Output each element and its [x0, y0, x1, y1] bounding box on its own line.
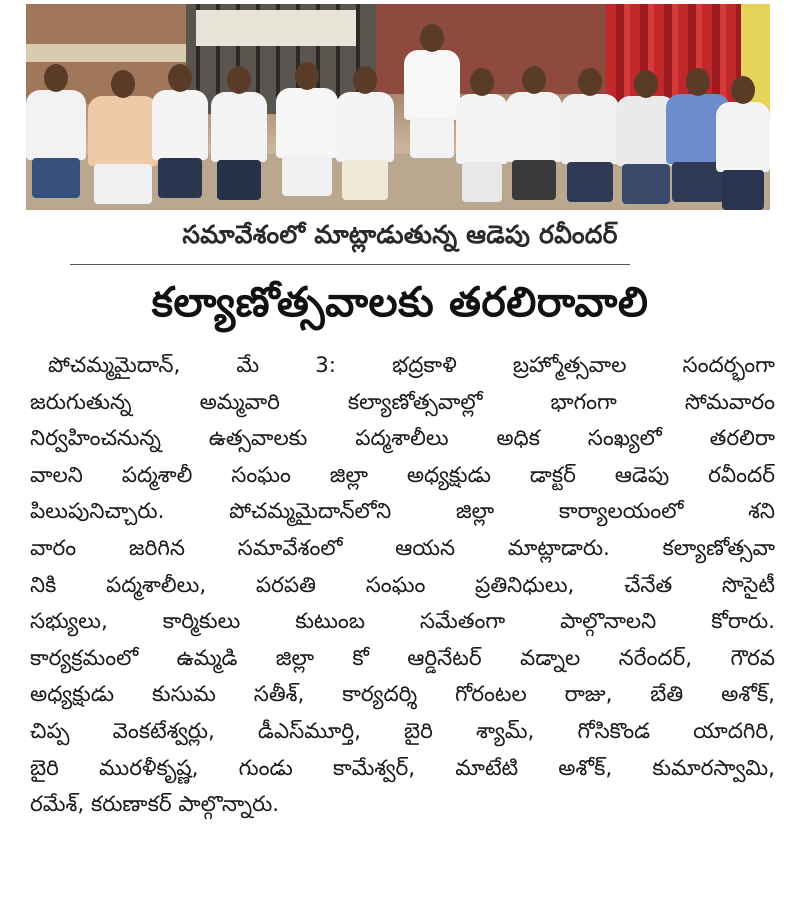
- article-line: వారం జరిగిన సమావేశంలో ఆయన మాట్లాడారు. కల్యాణోత్సవా: [30, 535, 775, 561]
- article-line: అధ్యక్షుడు కుసుమ సతీశ్, కార్యదర్శి గోరంటల రాజు, బేతి అశోక్,: [30, 682, 775, 708]
- article-line: కార్యక్రమంలో ఉమ్మడి జిల్లా కో ఆర్డినేటర్ వడ్నాల నరేందర్, గౌరవ: [30, 645, 775, 671]
- article-headline: కల్యాణోత్సవాలకు తరలిరావాలి: [151, 278, 649, 326]
- caption-divider: [70, 264, 630, 265]
- article-line: నికి పద్మశాలీలు, పరపతి సంఘం ప్రతినిధులు, చేనేత సొసైటీ: [30, 572, 775, 598]
- article-line: రమేశ్, కరుణాకర్ పాల్గొన్నారు.: [30, 792, 280, 818]
- article-line: చిప్ప వెంకటేశ్వర్లు, డీఎస్‌మూర్తి, బైరి శ్యామ్, గోసికొండ యాదగిరి,: [30, 718, 775, 744]
- article-line: నిర్వహించనున్న ఉత్సవాలకు పద్మశాలీలు అధిక సంఖ్యలో తరలిరా: [30, 426, 775, 452]
- article-line: పోచమ్మమైదాన్, మే 3: భద్రకాళి బ్రహ్మోత్సవాల సందర్భంగా: [48, 353, 775, 378]
- article-line: సభ్యులు, కార్మికులు కుటుంబ సమేతంగా పాల్గొనాలని కోరారు.: [30, 609, 775, 635]
- article-line: జరుగుతున్న అమ్మవారి కల్యాణోత్సవాల్లో భాగంగా సోమవారం: [30, 389, 775, 415]
- article-line: వాలని పద్మశాలీ సంఘం జిల్లా అధ్యక్షుడు డాక్టర్ ఆడెపు రవీందర్: [30, 462, 775, 488]
- article-body: [30, 348, 775, 824]
- article-line: బైరి మురళీకృష్ణ, గుండు కామేశ్వర్, మాటేటి అశోక్, కుమారస్వామి,: [30, 755, 775, 781]
- photo-hedge: [196, 10, 356, 46]
- group-meeting-photo: [26, 4, 770, 210]
- photo-caption: సమావేశంలో మాట్లాడుతున్న ఆడెపు రవీందర్: [182, 220, 618, 249]
- article-line: పిలుపునిచ్చారు. పోచమ్మమైదాన్‌లోని జిల్లా కార్యాలయంలో శని: [30, 499, 775, 525]
